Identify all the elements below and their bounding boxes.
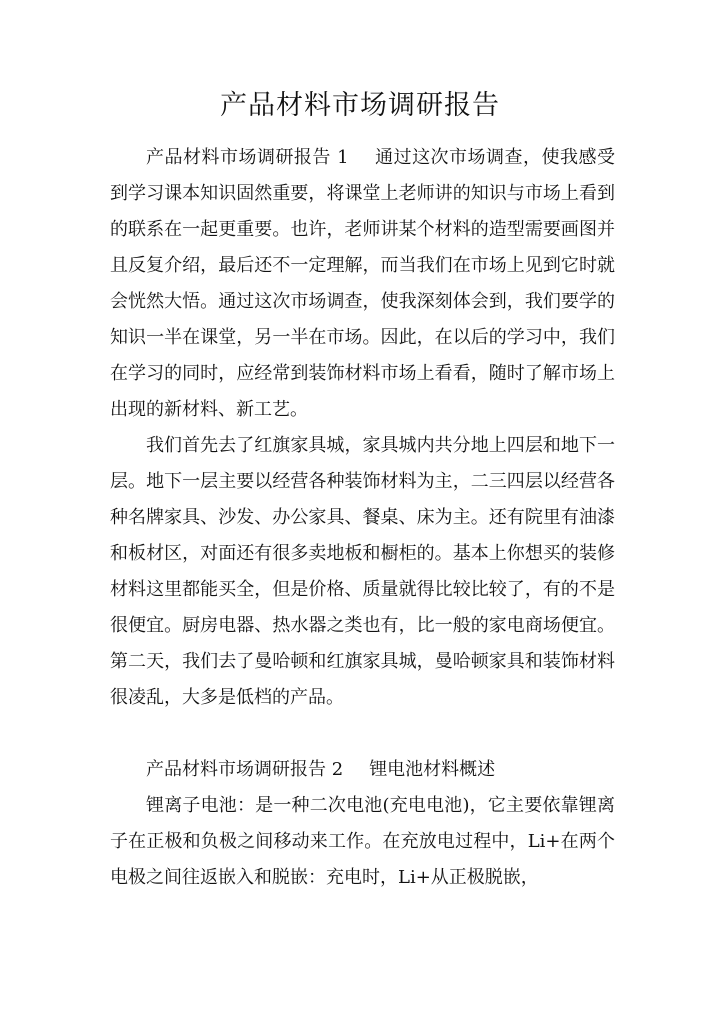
section-2-paragraph-1: 锂离子电池：是一种二次电池(充电电池)，它主要依靠锂离子在正极和负极之间移动来工作。在充放电过程中，Li+在两个电极之间往返嵌入和脱嵌：充电时，Li+从正极脱嵌，	[110, 795, 615, 888]
section-1-paragraph-1-text: 通过这次市场调查，使我感受到学习课本知识固然重要，将课堂上老师讲的知识与市场上看到的联系在一起更重要。也许，老师讲某个材料的造型需要画图并且反复介绍，最后还不一定理解，而当我们在市场上见到它时就会恍然大悟。通过这次市场调查，使我深刻体会到，我们要学的知识一半在课堂，另一半在市场。因此，在以后的学习中，我们在学习的同时，应经常到装饰材料市场上看看，随时了解市场上出现的新材料、新工艺。	[110, 147, 615, 420]
section-2-heading: 产品材料市场调研报告 2	[146, 759, 344, 780]
document-body	[110, 140, 615, 896]
section-2-subheading: 锂电池材料概述	[369, 759, 496, 780]
section-1-paragraph-1	[110, 140, 615, 428]
section-1-heading: 产品材料市场调研报告 1	[146, 147, 349, 168]
section-2-heading-line	[110, 752, 615, 788]
document-title: 产品材料市场调研报告	[220, 90, 500, 121]
section-1-paragraph-2: 我们首先去了红旗家具城，家具城内共分地上四层和地下一层。地下一层主要以经营各种装饰材料为主，二三四层以经营各种名牌家具、沙发、办公家具、餐桌、床为主。还有院里有油漆和板材区，对面还有很多卖地板和橱柜的。基本上你想买的装修材料这里都能买全，但是价格、质量就得比较比较了，有的不是很便宜。厨房电器、热水器之类也有，比一般的家电商场便宜。第二天，我们去了曼哈顿和红旗家具城，曼哈顿家具和装饰材料很凌乱，大多是低档的产品。	[110, 435, 615, 708]
